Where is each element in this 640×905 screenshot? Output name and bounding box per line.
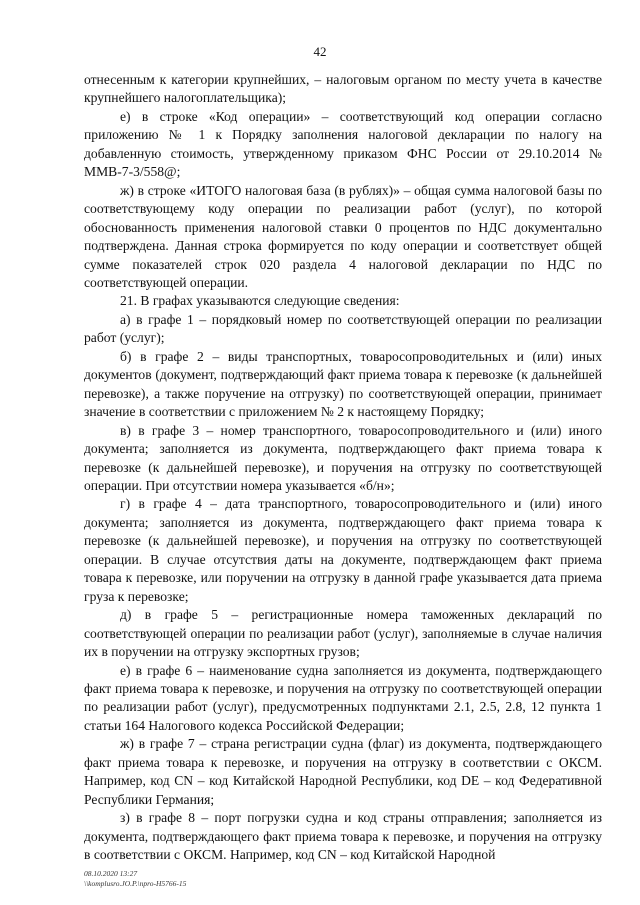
paragraph-zh-total-tax-base: ж) в строке «ИТОГО налоговая база (в рублях)» – общая сумма налоговой базы по соответствующему коду операции по реализации работ (услуг), по которой обоснованность применения налоговой ставки 0 процентов по НДС документально подтверждена. Данная строка формируется по коду операции и соответствует общей сумме показателей строк 020 раздела 4 налоговой декларации по НДС по соответствующей операции. [84, 182, 602, 290]
paragraph-zh-column-7: ж) в графе 7 – страна регистрации судна (флаг) из документа, подтверждающего факт приема товара к перевозке, и поручения на отгрузку в соответствии с ОКСМ. Например, код CN – код Китайской Народной Республики, код DE – код Федеративной Республики Германия; [84, 736, 602, 807]
paragraph-g-column-4: г) в графе 4 – дата транспортного, товаросопроводительного и (или) иного документа; заполняется из документа, подтверждающего факт приема товара к перевозке (к дальнейшей перевозке), и поручения на отгрузку по соответствующей операции. В случае отсутствия даты на документе, подтверждающем факт приема товара к перевозке, или поручении на отгрузку в данной графе указывается дата приема груза к перевозке; [84, 496, 602, 604]
footer-file-path: \\komplusro.JO.P.\npro-H5766-15 [84, 878, 187, 888]
paragraph-e-column-6: е) в графе 6 – наименование судна заполняется из документа, подтверждающего факт приема товара к перевозке, и поручения на отгрузку по соответствующей операции по реализации работ (услуг), предусмотренных подпунктами 2.1, 2.5, 2.8, 12 пункта 1 статьи 164 Налогового кодекса Российской Федерации; [84, 662, 602, 733]
paragraph-b-column-2: б) в графе 2 – виды транспортных, товаросопроводительных и (или) иных документов (документ, подтверждающий факт приема товара к перевозке (к дальнейшей перевозке), а также поручение на отгрузку) по соответствующей операции, принимает значение в соответствии с приложением № 2 к настоящему Порядку; [84, 348, 602, 420]
paragraph-continuation: отнесенным к категории крупнейших, – налоговым органом по месту учета в качестве крупнейшего налогоплательщика); [84, 72, 602, 106]
document-body [84, 71, 602, 864]
paragraph-a-column-1: а) в графе 1 – порядковый номер по соответствующей операции по реализации работ (услуг); [84, 311, 602, 346]
page-number: 42 [313, 44, 327, 59]
paragraph-e-operation-code: е) в строке «Код операции» – соответствующий код операции согласно приложению № 1 к Порядку заполнения налоговой декларации по налогу на добавленную стоимость, утвержденному приказом ФНС России от 29.10.2014 № ММВ-7-3/558@; [84, 108, 602, 180]
footer-stamp [84, 869, 186, 888]
paragraph-v-column-3: в) в графе 3 – номер транспортного, товаросопроводительного и (или) иного документа; заполняется из документа, подтверждающего факт приема товара к перевозке (к дальнейшей перевозке), и поручения на отгрузку по соответствующей операции. При отсутствии номера указывается «б/н»; [84, 422, 602, 493]
paragraph-z-column-8: з) в графе 8 – порт погрузки судна и код страны отправления; заполняется из документа, подтверждающего факт приема товара к перевозке, и поручения на отгрузку в соответствии с ОКСМ. Например, код CN – код Китайской Народной [84, 810, 602, 863]
paragraph-21-columns: 21. В графах указываются следующие сведения: [120, 293, 400, 309]
footer-timestamp: 08.10.2020 13:27 [84, 869, 138, 878]
paragraph-d-column-5: д) в графе 5 – регистрационные номера таможенных деклараций по соответствующей операции по реализации работ (услуг), заполняемые в случае наличия их в поручении на отгрузку экспортных грузов; [84, 607, 602, 660]
